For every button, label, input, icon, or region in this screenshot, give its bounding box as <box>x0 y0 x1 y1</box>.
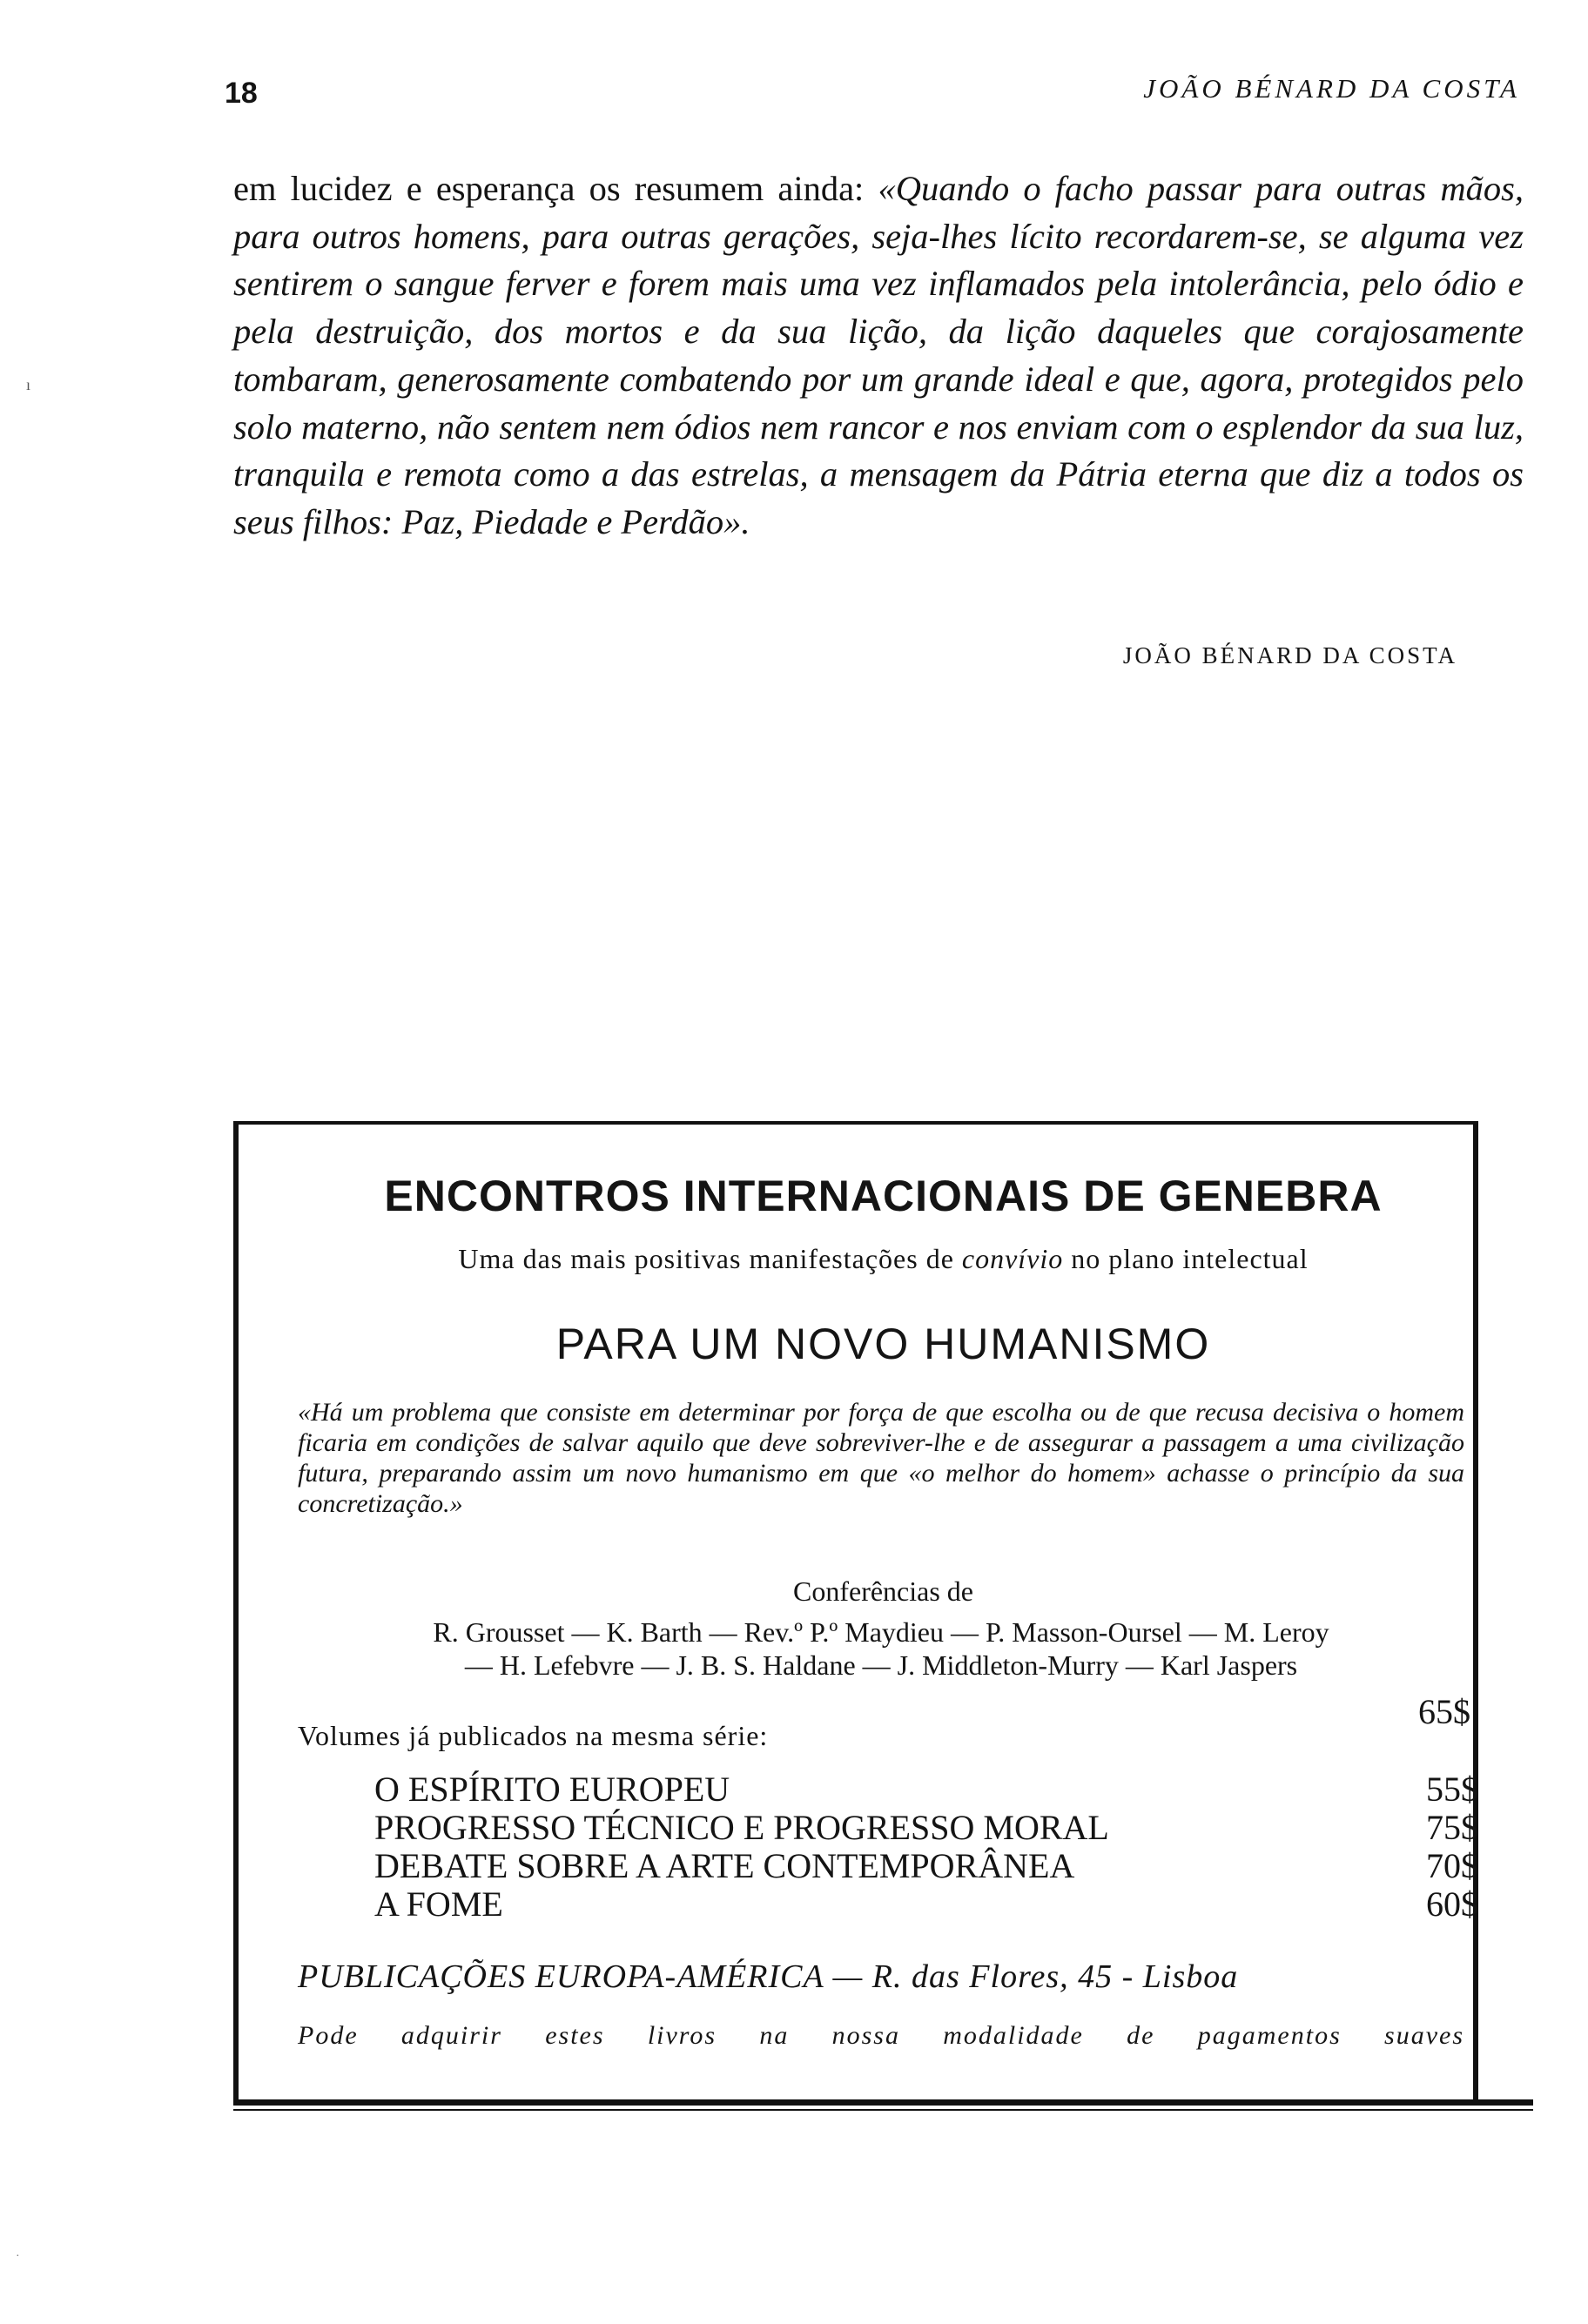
author-signature: JOÃO BÉNARD DA COSTA <box>1122 642 1457 668</box>
running-head: JOÃO BÉNARD DA COSTA <box>1143 73 1520 104</box>
book-price: 55$ <box>1426 1770 1478 1809</box>
article-paragraph <box>233 165 1524 547</box>
page-speck: · <box>16 2250 20 2263</box>
subtitle-italic: convívio <box>961 1243 1064 1274</box>
advertisement-footer: Pode adquirir estes livros na nossa modalidade de pagamentos suaves <box>298 2021 1464 2050</box>
article-paragraph-italic: «Quando o facho passar para outras mãos, para outros homens, para outras gerações, seja-lhes lícito recordarem-se, se alguma vez sentirem o sangue ferver e forem mais uma vez inflamados pela intolerância, pelo ódio e pela destruição, dos mortos e da sua lição, da lição daqueles que corajosamente tombaram, generosamente combatendo por um grande ideal e que, agora, protegidos pelo solo materno, não sentem nem ódios nem rancor e nos enviam com o esplendor da sua luz, tranquila e remota como a das estrelas, a mensagem da Pátria eterna que diz a todos os seus filhos: Paz, Piedade e Perdão». <box>233 169 1524 541</box>
book-price: 75$ <box>1426 1808 1478 1847</box>
advertisement-quote: «Há um problema que consiste em determinar por força de que escolha ou de que recusa decisiva o homem ficaria em condições de salvar aquilo que deve sobreviver-lhe e de assegurar a passagem a uma civilização futura, preparando assim um novo humanismo em que «o melhor do homem» achasse o princípio da sua concretização.» <box>298 1398 1464 1518</box>
book-title: O ESPÍRITO EUROPEU <box>374 1770 730 1809</box>
volumes-label: Volumes já publicados na mesma série: <box>298 1720 769 1751</box>
advertisement-title: ENCONTROS INTERNACIONAIS DE GENEBRA <box>384 1172 1383 1220</box>
main-price: 65$ <box>1418 1692 1470 1731</box>
subtitle-after: no plano intelectual <box>1063 1243 1309 1274</box>
advertisement-bottom-rule-thin <box>233 2109 1533 2111</box>
subtitle-before: Uma das mais positivas manifestações de <box>458 1243 962 1274</box>
book-price: 60$ <box>1426 1884 1478 1924</box>
book-title: A FOME <box>374 1884 503 1924</box>
speakers-list <box>298 1615 1464 1682</box>
books-list <box>374 1770 1478 1924</box>
book-price: 70$ <box>1426 1846 1478 1885</box>
book-title: PROGRESSO TÉCNICO E PROGRESSO MORAL <box>374 1808 1109 1847</box>
margin-mark: ı <box>26 376 31 393</box>
advertisement-bottom-rule <box>233 2099 1533 2106</box>
page-number: 18 <box>225 77 258 110</box>
advertisement-heading: PARA UM NOVO HUMANISMO <box>555 1320 1211 1368</box>
speakers-line-1: R. Grousset — K. Barth — Rev.º P.º Maydieu — P. Masson-Oursel — M. Leroy <box>433 1616 1329 1648</box>
speakers-line-2: — H. Lefebvre — J. B. S. Haldane — J. Middleton-Murry — Karl Jaspers <box>464 1649 1298 1681</box>
publisher-line: PUBLICAÇÕES EUROPA-AMÉRICA — R. das Flores, 45 - Lisboa <box>298 1958 1239 1995</box>
book-item <box>374 1770 1478 1809</box>
conferences-label: Conferências de <box>792 1575 973 1607</box>
book-item <box>374 1885 1478 1924</box>
book-item <box>374 1847 1478 1885</box>
book-title: DEBATE SOBRE A ARTE CONTEMPORÂNEA <box>374 1846 1075 1885</box>
book-item <box>374 1809 1478 1847</box>
article-paragraph-roman: em lucidez e esperança os resumem ainda: <box>233 169 878 208</box>
advertisement-subtitle <box>233 1243 1533 1275</box>
